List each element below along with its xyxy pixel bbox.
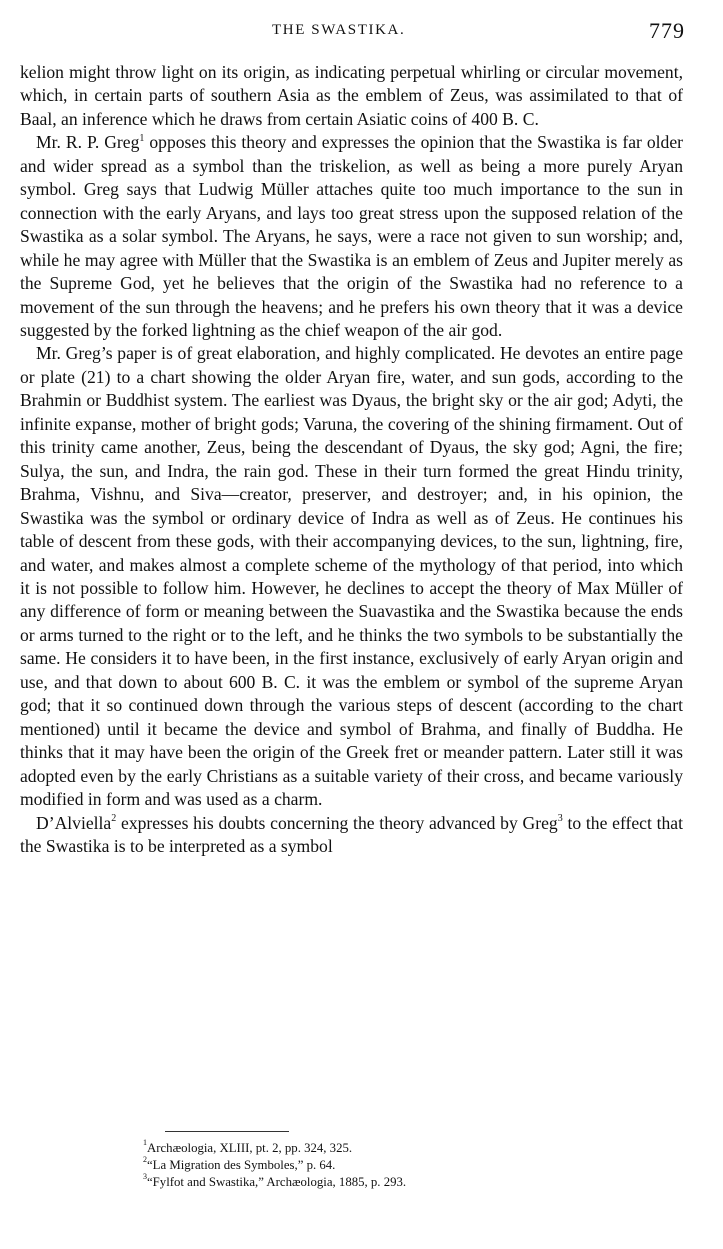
paragraph-text: to the effect that the Swastika is to be interpreted as a symbol: [20, 812, 683, 856]
footnote-text: Archæologia, XLIII, pt. 2, pp. 324, 325.: [147, 1141, 353, 1155]
footnote-text: “Fylfot and Swastika,” Archæologia, 1885, p. 293.: [147, 1175, 407, 1189]
paragraph-middle: expresses his doubts concerning the theory advanced by Greg: [116, 812, 558, 833]
footnote-1: [143, 1137, 663, 1157]
paragraph-continuation: [20, 61, 683, 131]
paragraph-lead: Mr. R. P. Greg: [36, 132, 140, 153]
footnote-2: [143, 1154, 663, 1174]
footnote-marker: 2: [143, 1154, 147, 1164]
page-number: 779: [649, 18, 685, 43]
paragraph-text: opposes this theory and expresses the opinion that the Swastika is far older and wider spread as a symbol than the triskelion, as well as being a more purely Aryan symbol. Greg says that Ludwig Müller attaches quite too much importance to the sun in connection with the early Aryans, and lays too great stress upon the supposed relation of the Swastika as a solar symbol. The Aryans, he says, were a race not given to sun worship; and, while he may agree with Müller that the Swastika is an emblem of Zeus and Jupiter merely as the Supreme God, yet he believes that the origin of the Swastika had no reference to a movement of the sun through the heavens; and he prefers his own theory that it was a device suggested by the forked lightning as the chief weapon of the air god.: [20, 132, 683, 340]
running-head: [0, 18, 723, 46]
footnote-3: [143, 1171, 663, 1191]
footnote-ref-2[interactable]: 2: [111, 812, 117, 824]
footnotes: [143, 1137, 663, 1191]
footnote-rule: [165, 1131, 289, 1132]
paragraph-greg-opinion: [20, 131, 683, 342]
paragraph-greg-paper: [20, 342, 683, 811]
running-title: THE SWASTIKA.: [272, 22, 406, 38]
footnote-marker: 3: [143, 1171, 147, 1181]
footnote-text: “La Migration des Symboles,” p. 64.: [147, 1158, 336, 1172]
paragraph-alviella: [20, 812, 683, 859]
footnote-ref-3[interactable]: 3: [557, 812, 563, 824]
footnote-marker: 1: [143, 1137, 147, 1147]
footnote-ref-1[interactable]: 1: [139, 132, 145, 144]
paragraph-text: kelion might throw light on its origin, as indicating perpetual whirling or circular movement, which, in certain parts of southern Asia as the emblem of Zeus, was assimilated to that of Baal, an inference which he draws from certain Asiatic coins of 400 B. C.: [20, 62, 683, 129]
body-text: [20, 61, 683, 858]
paragraph-lead: D’Alviella: [36, 812, 112, 833]
paragraph-text: Mr. Greg’s paper is of great elaboration, and highly complicated. He devotes an entire page or plate (21) to a chart showing the older Aryan fire, water, and sun gods, according to the Brahmin or Buddhist system. The earliest was Dyaus, the bright sky or the air god; Adyti, the infinite expanse, mother of bright gods; Varuna, the covering of the shining firmament. Out of this trinity came another, Zeus, being the descendant of Dyaus, the sky god; Agni, the fire; Sulya, the sun, and Indra, the rain god. These in their turn formed the great Hindu trinity, Brahma, Vishnu, and Siva—creator, preserver, and destroyer; and, in his opinion, the Swastika was the symbol or ordinary device of Indra as well as of Zeus. He continues his table of descent from these gods, with their accompanying devices, to the sun, lightning, fire, and water, and makes almost a complete scheme of the mythology of that period, into which it is not possible to follow him. However, he declines to accept the theory of Max Müller of any difference of form or meaning between the Suavastika and the Swastika because the ends or arms turned to the right or to the left, and he thinks the two symbols to be substantially the same. He considers it to have been, in the first instance, exclusively of early Aryan origin and use, and that down to about 600 B. C. it was the emblem or symbol of the supreme Aryan god; that it so continued down through the various steps of descent (according to the chart mentioned) until it became the device and symbol of Brahma, and finally of Buddha. He thinks that it may have been the origin of the Greek fret or meander pattern. Later still it was adopted even by the early Christians as a suitable variety of their cross, and became variously modified in form and was used as a charm.: [20, 343, 683, 810]
